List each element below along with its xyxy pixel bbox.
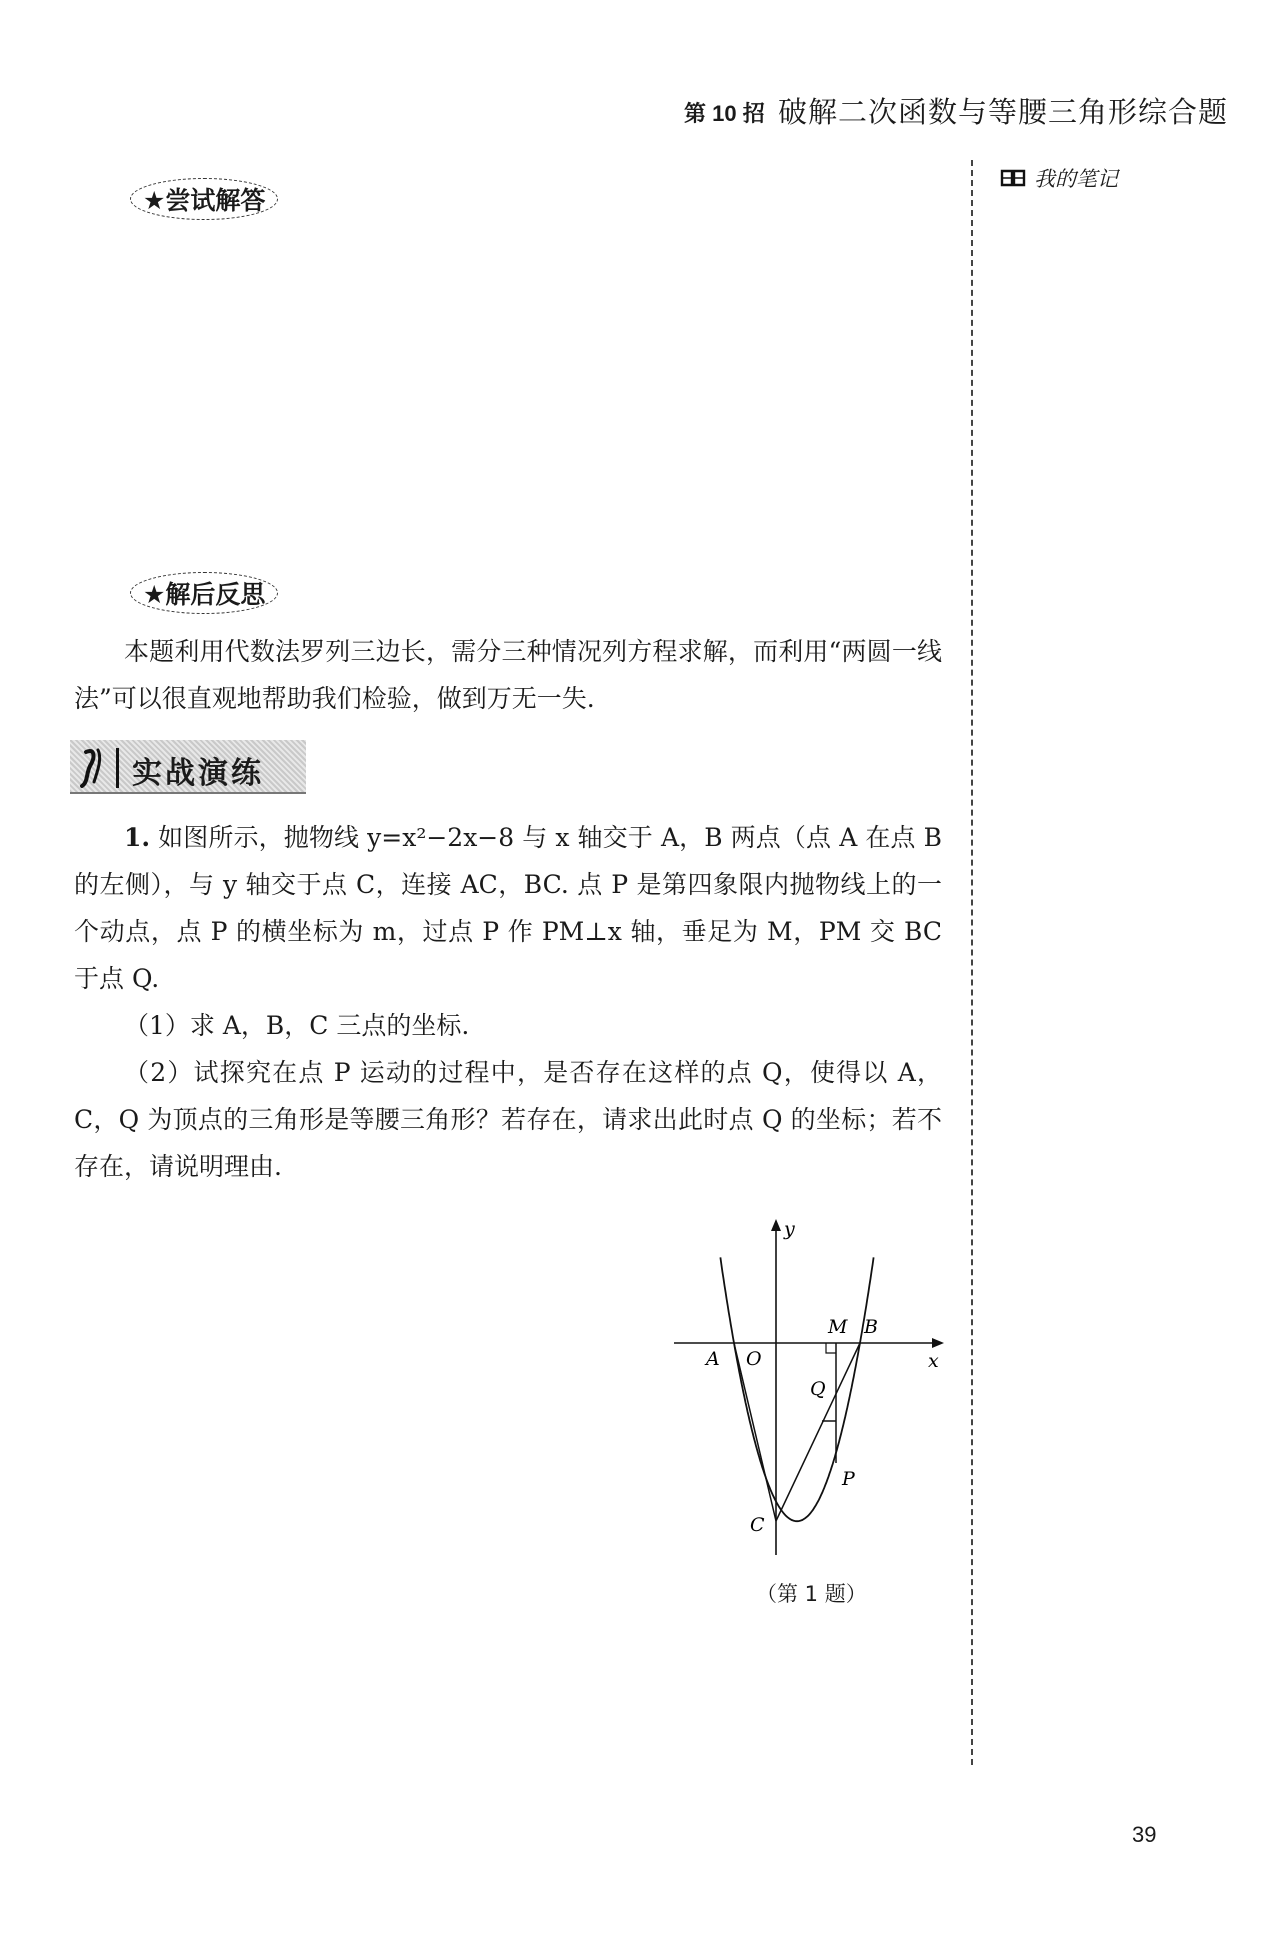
try-answer-text: ★尝试解答	[130, 178, 278, 220]
problem-stem	[74, 814, 942, 1002]
problem-number: 1.	[124, 823, 151, 852]
problem-part-2: （2）试探究在点 P 运动的过程中，是否存在这样的点 Q，使得以 A，C，Q 为顶点的三角形是等腰三角形？若存在，请求出此时点 Q 的坐标；若不存在，请说明理由.	[74, 1058, 942, 1181]
parabola-figure	[660, 1215, 960, 1575]
label-m: M	[828, 1316, 848, 1338]
notes-header	[1000, 163, 1118, 193]
notes-label: 我的笔记	[1034, 167, 1118, 191]
problem-text	[74, 814, 942, 1190]
banner-bar	[116, 748, 119, 788]
label-b: B	[864, 1316, 878, 1338]
problem-part-1: （1）求 A，B，C 三点的坐标.	[124, 1011, 470, 1040]
reflection-text: ★解后反思	[130, 572, 278, 614]
label-x: x	[928, 1350, 939, 1372]
pen-mark-icon	[76, 744, 110, 790]
label-p: P	[842, 1468, 855, 1490]
reflection-paragraph	[74, 628, 942, 722]
segment-bc	[776, 1343, 860, 1521]
problem-stem-text: 如图所示，抛物线 y=x²−2x−8 与 x 轴交于 A，B 两点（点 A 在点 B 的左侧），与 y 轴交于点 C，连接 AC，BC. 点 P 是第四象限内抛物线上的一个动点，点 P 的横坐标为 m，过点 P 作 PM⊥x 轴，垂足为 M，PM 交 BC 于点 Q.	[74, 823, 942, 993]
notes-divider	[971, 160, 973, 1765]
right-angle-mark	[826, 1343, 836, 1353]
page-number: 39	[1132, 1822, 1157, 1847]
reflection-label	[128, 572, 278, 614]
practice-title: 实战演练	[132, 756, 264, 791]
reflection-body: 本题利用代数法罗列三边长，需分三种情况列方程求解，而利用“两圆一线法”可以很直观地帮助我们检验，做到万无一失.	[74, 637, 942, 713]
chapter-title: 破解二次函数与等腰三角形综合题	[778, 95, 1229, 129]
label-o: O	[746, 1348, 762, 1370]
label-a: A	[706, 1348, 720, 1370]
try-answer-label	[128, 178, 278, 220]
x-axis-arrow	[932, 1338, 944, 1348]
label-y: y	[784, 1218, 795, 1240]
figure-caption: （第 1 题）	[756, 1582, 867, 1606]
label-q: Q	[810, 1378, 826, 1400]
y-axis-arrow	[771, 1219, 781, 1231]
chapter-number: 第 10 招	[684, 101, 765, 126]
book-icon	[1000, 168, 1026, 188]
label-c: C	[750, 1514, 765, 1536]
